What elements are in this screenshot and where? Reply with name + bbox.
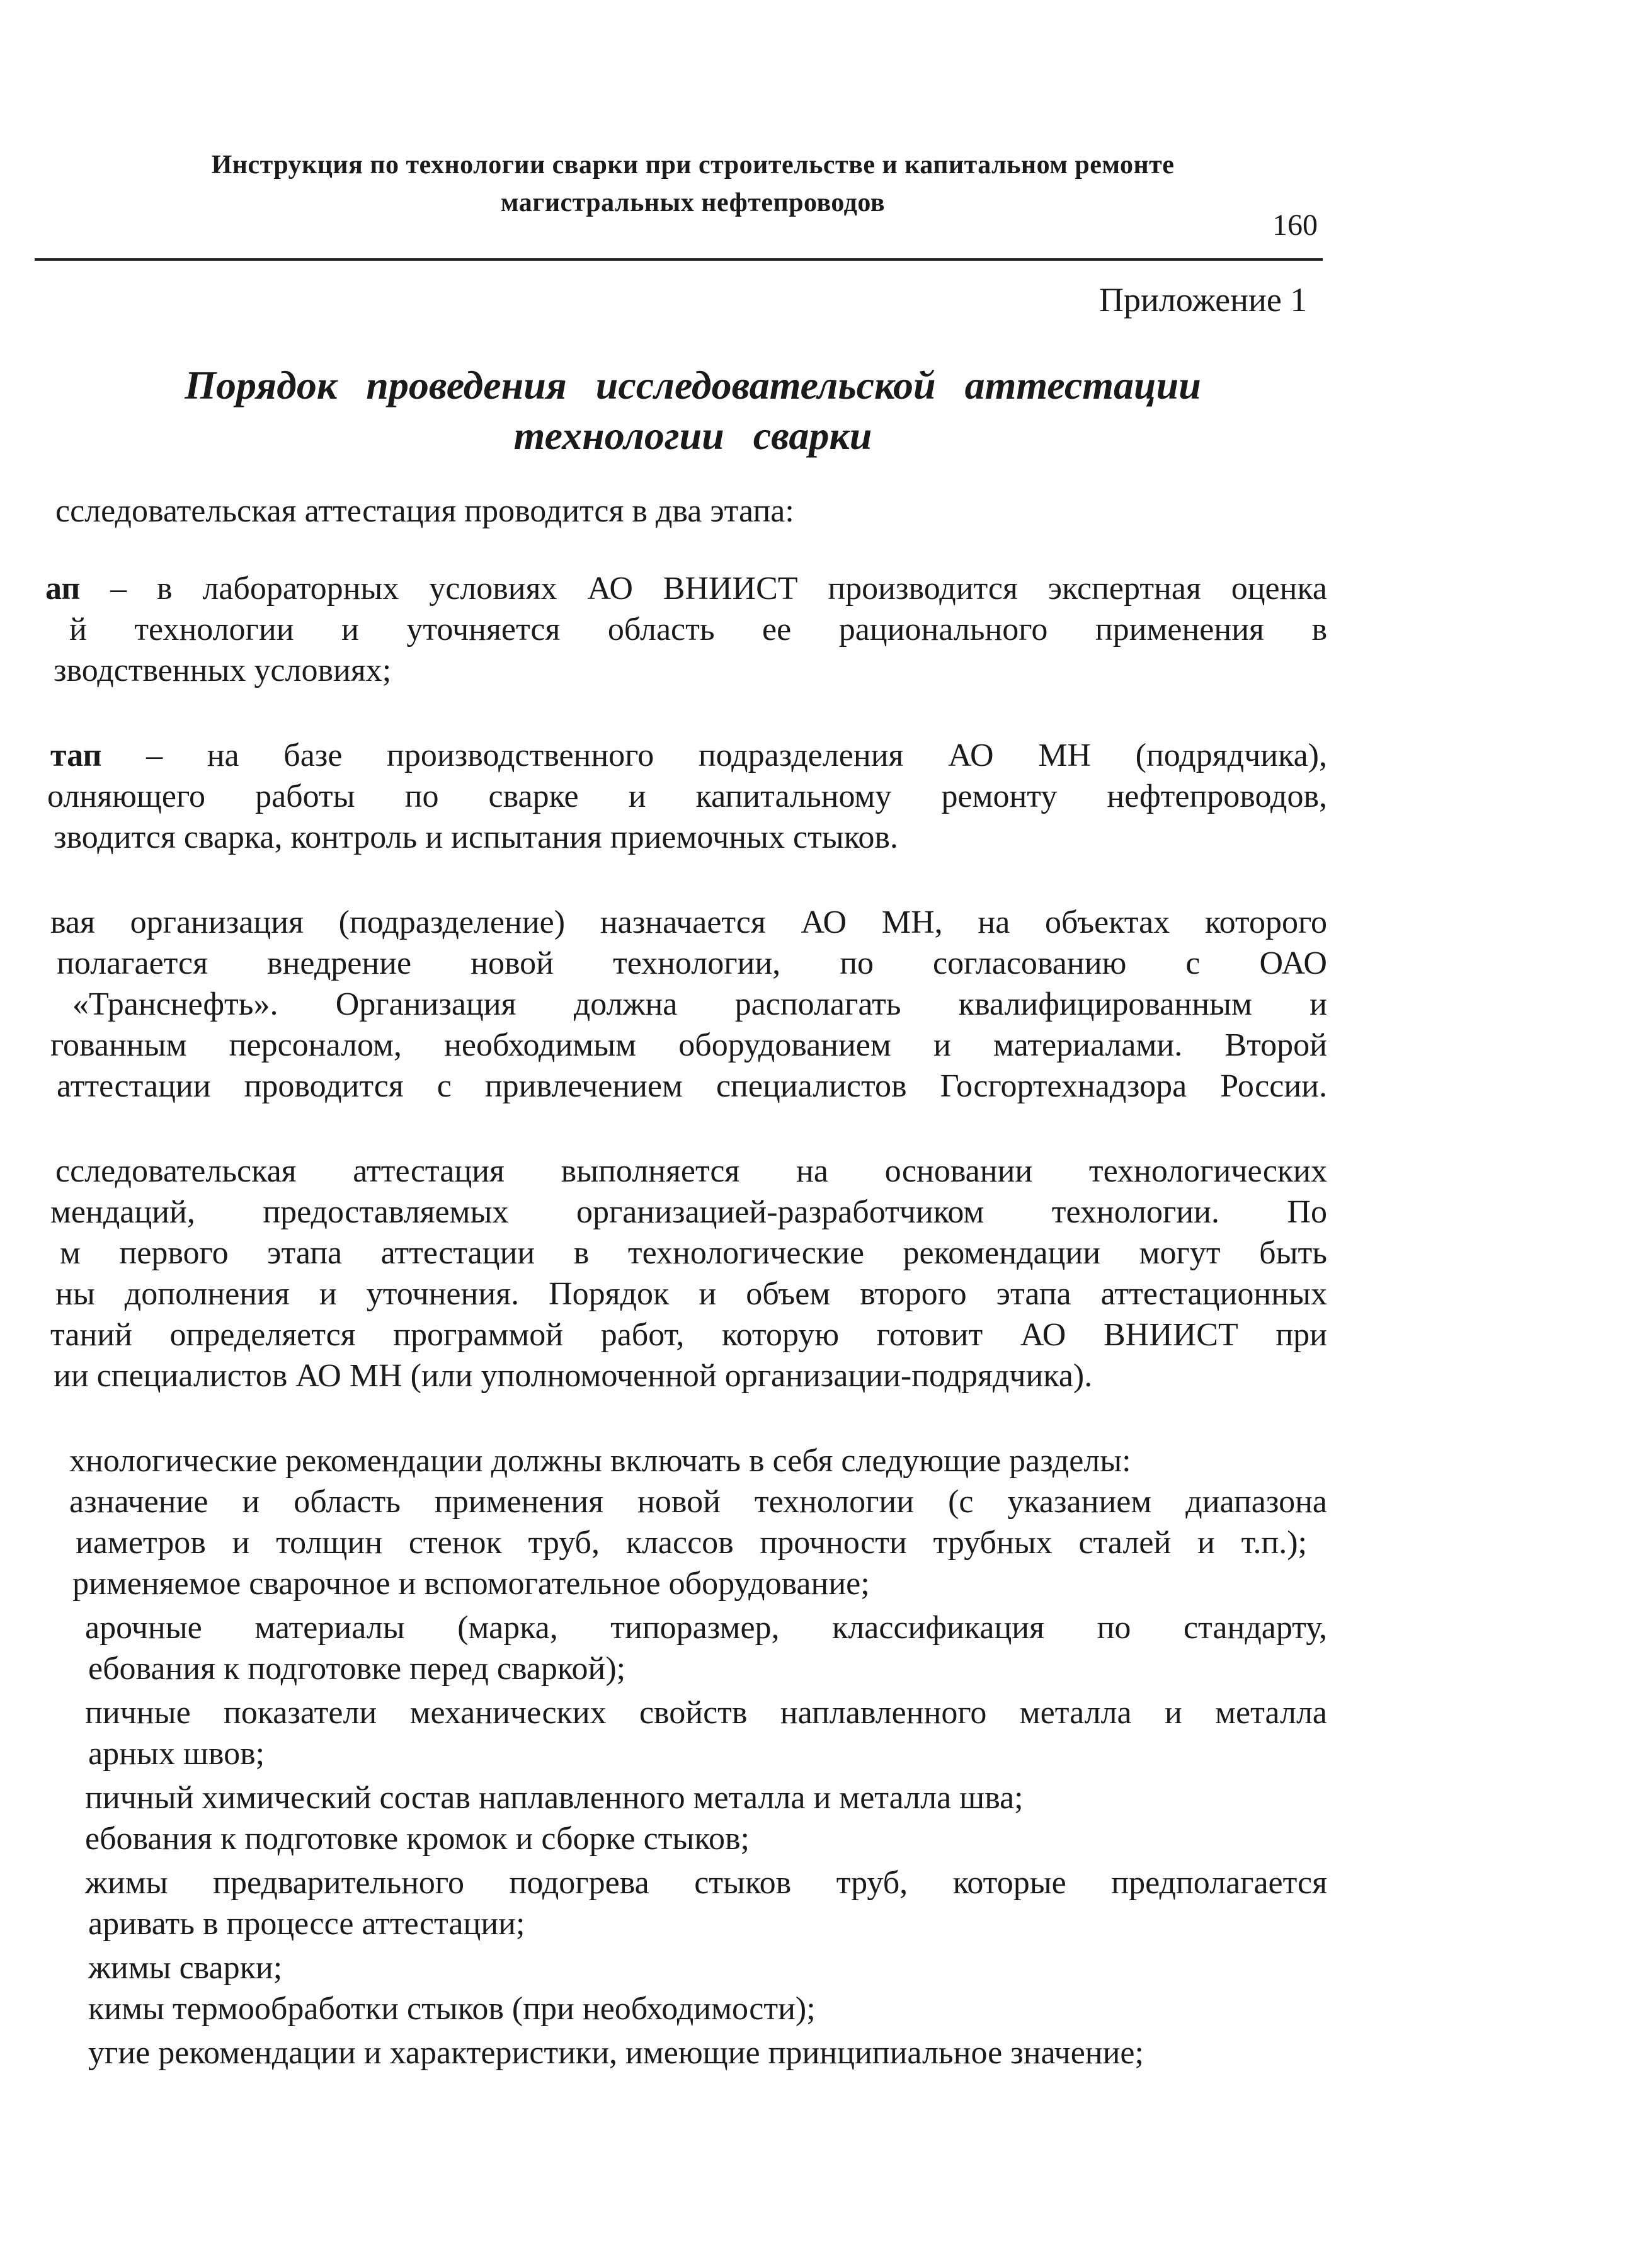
- list-item-welding-modes: жимы сварки;: [88, 1950, 283, 1986]
- stage-two-lead: тап: [50, 738, 102, 773]
- basis-line-6: ии специалистов АО МН (или уполномоченной организации-подрядчика).: [54, 1358, 1093, 1394]
- stage-one-text: – в лабораторных условиях АО ВНИИСТ производится экспертная оценка: [80, 571, 1327, 607]
- stage-two-text: – на базе производственного подразделения АО МН (подрядчика),: [101, 738, 1327, 773]
- list-item-equipment: рименяемое сварочное и вспомогательное оборудование;: [72, 1566, 870, 1602]
- header-divider: [35, 258, 1323, 261]
- running-header-line-1: Инструкция по технологии сварки при строительстве и капитальном ремонте: [211, 151, 1175, 180]
- running-header-line-2: магистральных нефтепроводов: [500, 188, 886, 217]
- list-item-mechanical-line-2: арных швов;: [88, 1736, 265, 1772]
- document-title-line-1: Порядок проведения исследовательской аттестации: [185, 363, 1201, 407]
- stage-two-line-2: олняющего работы по сварке и капитальному ремонту нефтепроводов,: [47, 778, 1327, 814]
- basis-line-4: ны дополнения и уточнения. Порядок и объем второго этапа аттестационных: [55, 1276, 1327, 1312]
- organization-line-3: «Транснефть». Организация должна располагать квалифицированным и: [72, 986, 1327, 1022]
- list-item-purpose-line-2: иаметров и толщин стенок труб, классов прочности трубных сталей и т.п.);: [76, 1525, 1307, 1561]
- list-item-purpose-line-1: азначение и область применения новой технологии (с указанием диапазона: [69, 1484, 1327, 1520]
- stage-one-line-2: й технологии и уточняется область ее рационального применения в: [69, 612, 1327, 647]
- stage-one-line-3: зводственных условиях;: [54, 652, 392, 688]
- list-item-chemical: пичный химический состав наплавленного металла и металла шва;: [85, 1780, 1024, 1816]
- list-item-preheat-line-1: жимы предварительного подогрева стыков труб, которые предполагается: [85, 1865, 1327, 1901]
- appendix-label: Приложение 1: [1099, 281, 1308, 319]
- document-title-line-2: технологии сварки: [513, 413, 872, 458]
- stage-two-line-1: [50, 737, 1327, 774]
- organization-line-5: аттестации проводится с привлечением специалистов Госгортехнадзора России.: [57, 1068, 1327, 1104]
- list-item-mechanical-line-1: пичные показатели механических свойств наплавленного металла и металла: [85, 1695, 1327, 1731]
- basis-line-5: таний определяется программой работ, которую готовит АО ВНИИСТ при: [50, 1317, 1327, 1353]
- list-item-preheat-line-2: аривать в процессе аттестации;: [88, 1906, 525, 1942]
- organization-line-4: гованным персоналом, необходимым оборудованием и материалами. Второй: [50, 1027, 1327, 1063]
- list-item-other: угие рекомендации и характеристики, имеющие принципиальное значение;: [88, 2035, 1144, 2071]
- basis-line-2: мендаций, предоставляемых организацией-разработчиком технологии. По: [50, 1194, 1327, 1230]
- organization-line-2: полагается внедрение новой технологии, по согласованию с ОАО: [57, 945, 1327, 981]
- paragraph-intro: сследовательская аттестация проводится в два этапа:: [55, 493, 794, 529]
- basis-line-1: сследовательская аттестация выполняется на основании технологических: [55, 1153, 1327, 1189]
- list-item-heat-treatment: кимы термообработки стыков (при необходимости);: [88, 1991, 816, 2027]
- list-item-materials-line-1: арочные материалы (марка, типоразмер, классификация по стандарту,: [85, 1610, 1327, 1646]
- stage-one-lead: ап: [45, 571, 81, 607]
- stage-one-line-1: [45, 570, 1327, 607]
- list-item-materials-line-2: ебования к подготовке перед сваркой);: [88, 1651, 626, 1687]
- organization-line-1: вая организация (подразделение) назначается АО МН, на объектах которого: [50, 904, 1327, 940]
- basis-line-3: м первого этапа аттестации в технологические рекомендации могут быть: [60, 1235, 1327, 1271]
- page-number: 160: [1272, 208, 1318, 242]
- stage-two-line-3: зводится сварка, контроль и испытания приемочных стыков.: [54, 819, 898, 855]
- list-item-edge-prep: ебования к подготовке кромок и сборке стыков;: [85, 1821, 750, 1857]
- recommendations-intro: хнологические рекомендации должны включать в себя следующие разделы:: [69, 1443, 1131, 1479]
